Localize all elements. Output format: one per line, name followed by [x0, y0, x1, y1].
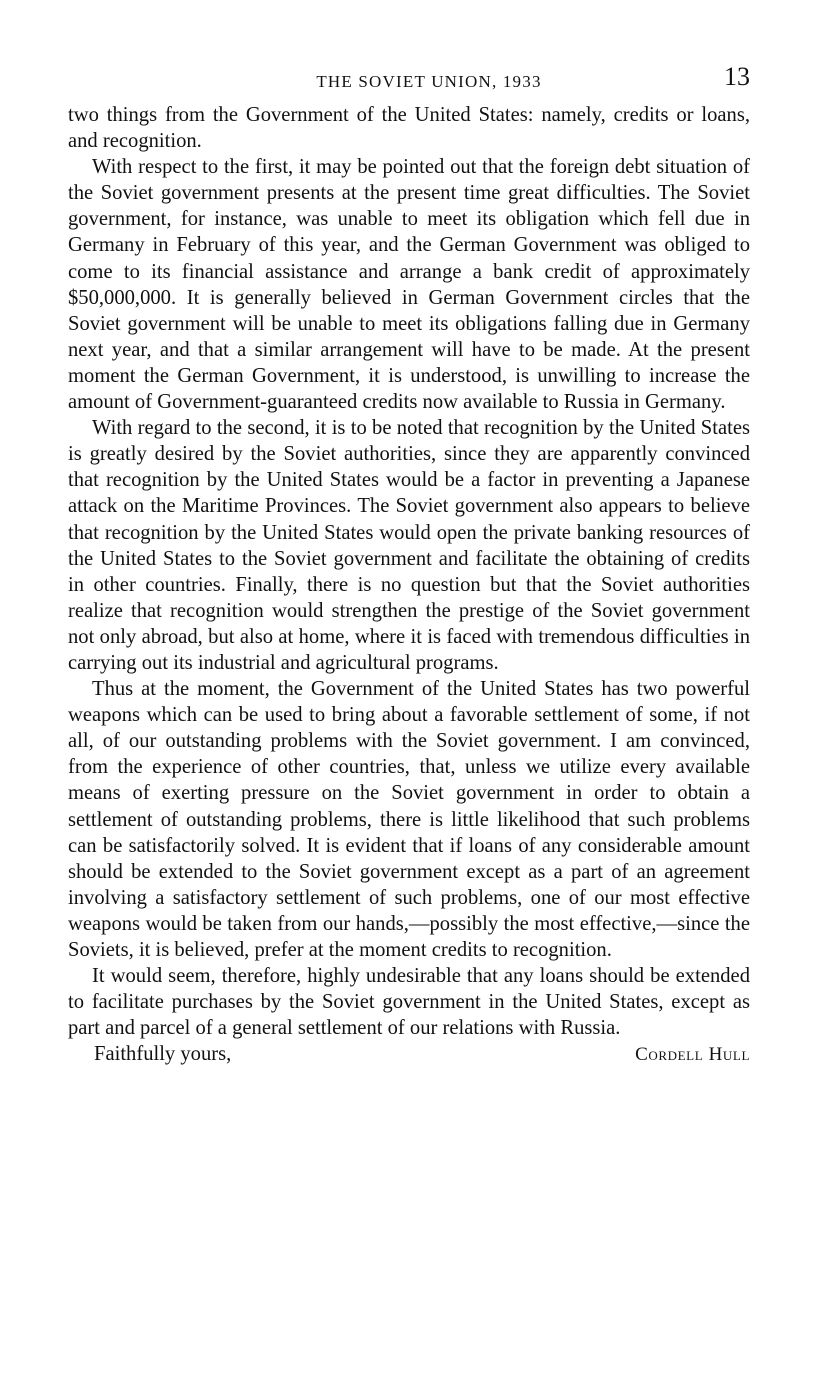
- running-head: THE SOVIET UNION, 1933: [316, 72, 542, 91]
- page-header: [68, 60, 750, 102]
- signer-name: Cordell Hull: [635, 1044, 750, 1066]
- page-number: 13: [724, 62, 750, 91]
- paragraph-recognition: With regard to the second, it is to be noted that recognition by the United States is greatly desired by the Soviet authorities, since they are apparently convinced that recognition by the United States would be a factor in preventing a Japanese attack on the Maritime Provinces. The Soviet government also appears to believe that recognition by the United States would open the private banking resources of the United States to the Soviet government and facilitate the obtaining of credits in other countries. Finally, there is no question but that the Soviet authorities realize that recognition would strengthen the prestige of the Soviet government not only abroad, but also at home, where it is faced with tremendous difficulties in carrying out its industrial and agricultural programs.: [68, 417, 750, 674]
- document-page: [68, 60, 750, 1068]
- paragraph-continuation: two things from the Government of the United States: namely, credits or loans, and recognition.: [68, 104, 750, 153]
- signature-block: [68, 1041, 750, 1068]
- letter-body: [68, 102, 750, 1041]
- paragraph-conclusion: It would seem, therefore, highly undesirable that any loans should be extended to facilitate purchases by the Soviet government in the United States, except as part and parcel of a general settlement of our relations with Russia.: [68, 965, 750, 1040]
- paragraph-weapons: Thus at the moment, the Government of the United States has two powerful weapons which can be used to bring about a favorable settlement of some, if not all, of our outstanding problems with the Soviet government. I am convinced, from the experience of other countries, that, unless we utilize every available means of exerting pressure on the Soviet government in order to obtain a settlement of outstanding problems, there is little likelihood that such problems can be satisfactorily solved. It is evident that if loans of any considerable amount should be extended to the Soviet government except as a part of an agreement involving a satisfactory settlement of such problems, one of our most effective weapons would be taken from our hands,—possibly the most effective,—since the Soviets, it is believed, prefer at the moment credits to recognition.: [68, 678, 750, 961]
- paragraph-foreign-debt: With respect to the first, it may be pointed out that the foreign debt situation of the Soviet government presents at the present time great difficulties. The Soviet government, for instance, was unable to meet its obligation which fell due in Germany in February of this year, and the German Government was obliged to come to its financial assistance and arrange a bank credit of approximately $50,000,000. It is generally believed in German Government circles that the Soviet government will be unable to meet its obligations falling due in Germany next year, and that a similar arrangement will have to be made. At the present moment the German Government, it is understood, is unwilling to increase the amount of Government-guaranteed credits now available to Russia in Germany.: [68, 156, 750, 414]
- closing-salutation: Faithfully yours,: [94, 1043, 232, 1066]
